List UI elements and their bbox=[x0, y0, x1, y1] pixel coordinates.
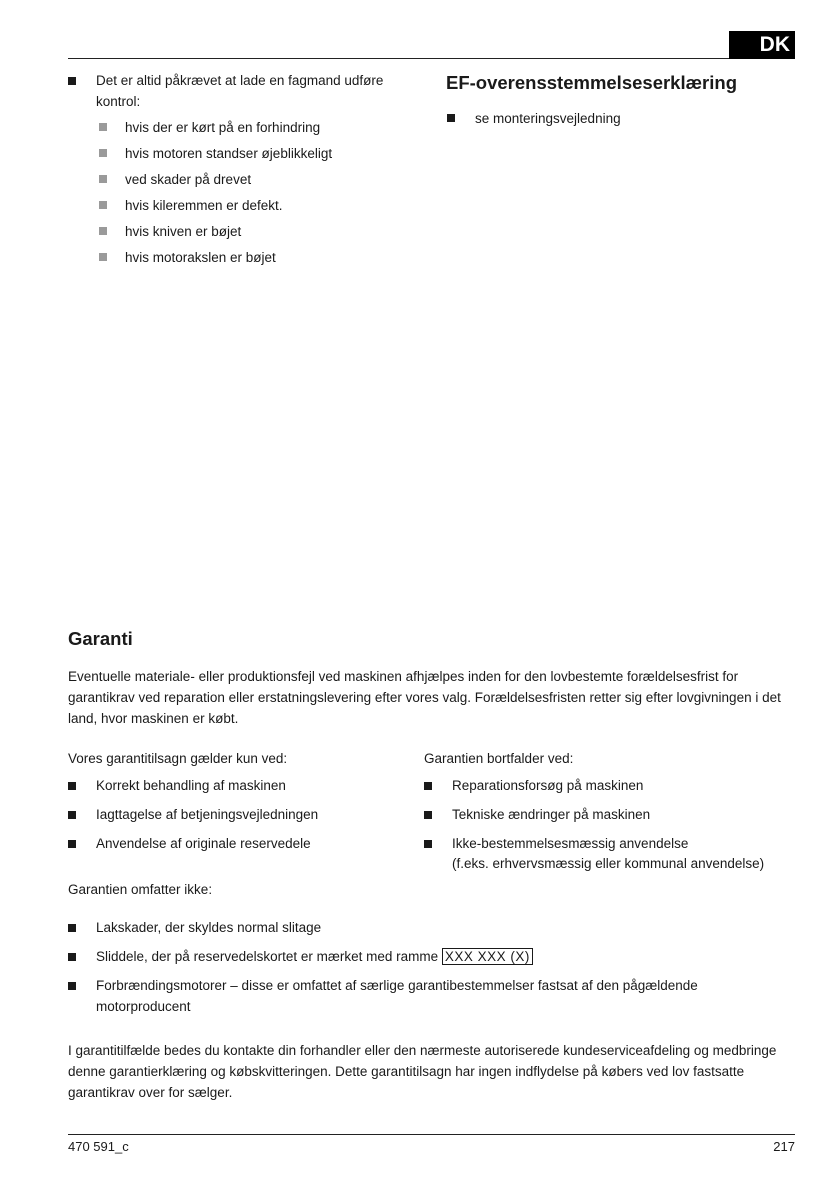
void-item: Reparationsforsøg på maskinen bbox=[452, 778, 644, 793]
sub-item: hvis der er kørt på en forhindring bbox=[125, 120, 321, 135]
sub-bullet-icon bbox=[99, 175, 107, 183]
ec-declaration-item: se monteringsvejledning bbox=[475, 111, 621, 126]
sub-item: hvis motoren standser øjeblikkeligt bbox=[125, 146, 333, 161]
valid-item: Anvendelse af originale reservedele bbox=[96, 836, 311, 851]
void-item: Tekniske ændringer på maskinen bbox=[452, 807, 651, 822]
sub-item: ved skader på drevet bbox=[125, 172, 252, 187]
bullet-icon bbox=[424, 811, 432, 819]
sub-item: hvis motorakslen er bøjet bbox=[125, 250, 276, 265]
sub-bullet-icon bbox=[99, 227, 107, 235]
footer-rule bbox=[68, 1134, 795, 1135]
warranty-title: Garanti bbox=[68, 628, 133, 649]
exclusion-item bbox=[96, 946, 533, 967]
language-badge: DK bbox=[729, 31, 795, 59]
bullet-icon bbox=[68, 840, 76, 848]
sub-bullet-icon bbox=[99, 123, 107, 131]
sub-bullet-icon bbox=[99, 253, 107, 261]
sub-bullet-icon bbox=[99, 201, 107, 209]
warranty-excludes-heading: Garantien omfatter ikke: bbox=[68, 882, 213, 897]
valid-item: Korrekt behandling af maskinen bbox=[96, 778, 286, 793]
doc-number: 470 591_c bbox=[68, 1139, 129, 1154]
warranty-intro: Eventuelle materiale- eller produktionsfejl ved maskinen afhjælpes inden for den lovbestemte forældelsesfrist for garantikrav ved reparation eller erstatningslevering efter vores valg. Forældelsesfristen retter sig efter lovgivningen i det land, hvor maskinen er købt. bbox=[68, 669, 781, 726]
part-code-box: XXX XXX (X) bbox=[442, 948, 533, 965]
bullet-icon bbox=[447, 114, 455, 122]
warranty-closing: I garantitilfælde bedes du kontakte din forhandler eller den nærmeste autoriserede kundeserviceafdeling og medbringe denne garantierklæring og købskvitteringen. Dette garantitilsagn har ingen indflydelse på købers ved lov fastsatte garantikrav over for sælger. bbox=[68, 1043, 777, 1100]
exclusion-item: Lakskader, der skyldes normal slitage bbox=[96, 920, 322, 935]
bullet-icon bbox=[424, 840, 432, 848]
exclusion-text: Sliddele, der på reservedelskortet er mærket med ramme bbox=[96, 949, 439, 964]
warranty-valid-heading: Vores garantitilsagn gælder kun ved: bbox=[68, 751, 288, 766]
sub-bullet-icon bbox=[99, 149, 107, 157]
page-number: 217 bbox=[773, 1139, 795, 1154]
exclusion-item: Forbrændingsmotorer – disse er omfattet af særlige garantibestemmelser fastsat af den pågældende motorproducent bbox=[96, 978, 698, 1014]
bullet-icon bbox=[424, 782, 432, 790]
sub-item: hvis kniven er bøjet bbox=[125, 224, 242, 239]
ec-declaration-title: EF-overensstemmelseserklæring bbox=[446, 72, 737, 93]
valid-item: Iagttagelse af betjeningsvejledningen bbox=[96, 807, 319, 822]
warranty-void-heading: Garantien bortfalder ved: bbox=[424, 751, 574, 766]
bullet-icon bbox=[68, 782, 76, 790]
bullet-icon bbox=[68, 77, 76, 85]
bullet-icon bbox=[68, 924, 76, 932]
bullet-icon bbox=[68, 982, 76, 990]
void-note: (f.eks. erhvervsmæssig eller kommunal anvendelse) bbox=[452, 856, 765, 871]
bullet-icon bbox=[68, 811, 76, 819]
bullet-icon bbox=[68, 953, 76, 961]
header-rule bbox=[68, 58, 795, 59]
sub-item: hvis kileremmen er defekt. bbox=[125, 198, 283, 213]
void-item: Ikke-bestemmelsesmæssig anvendelse bbox=[452, 836, 689, 851]
inspection-required-item: Det er altid påkrævet at lade en fagmand udføre kontrol: bbox=[96, 73, 384, 109]
